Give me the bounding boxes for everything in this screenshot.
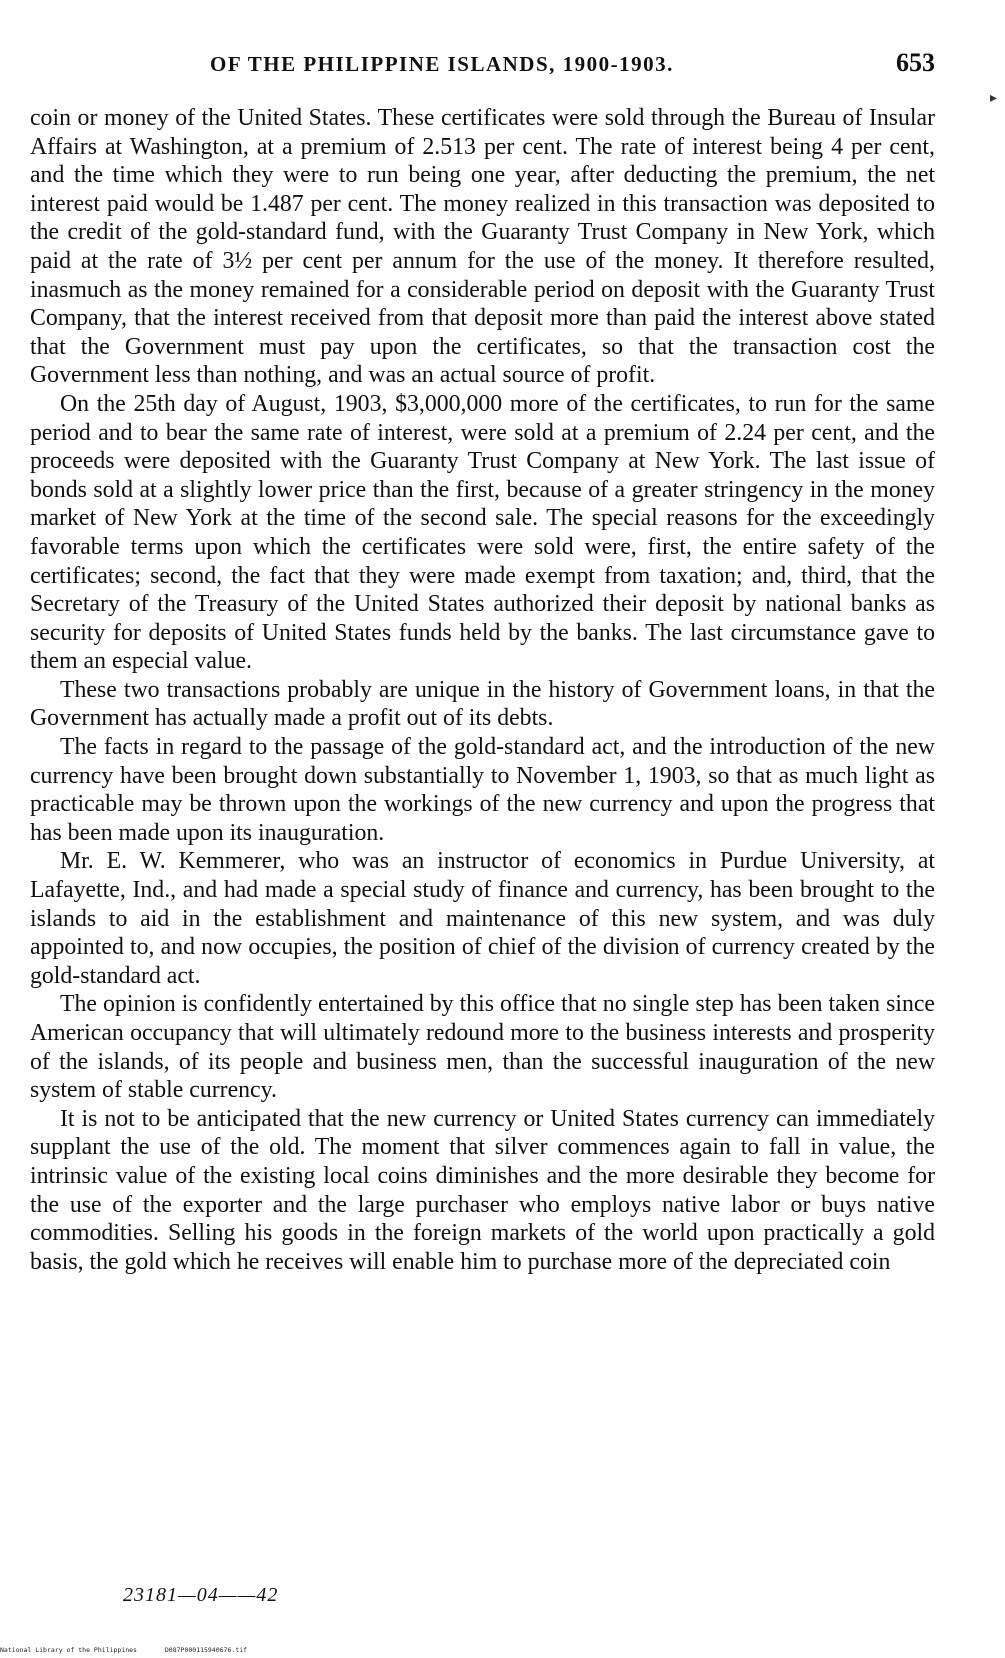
paragraph: The facts in regard to the passage of the gold-standard act, and the introduction of the new currency have been brought down substantially to November 1, 1903, so that as much light as practicable may be thrown upon the workings of the new currency and upon the progress that has been made upon its inauguration. [30,734,935,846]
paragraph: The opinion is confidently entertained by this office that no single step has been taken since American occupancy that will ultimately redound more to the business interests and prosperity of the islands, of its people and business men, than the successful inauguration of the new system of stable currency. [30,991,935,1104]
page-number: 653 [896,48,935,77]
page-header [30,48,935,78]
paragraph: coin or money of the United States. These certificates were sold through the Bureau of Insular Affairs at Washington, at a premium of 2.513 per cent. The rate of interest being 4 per cent, and the time which they were to run being one year, after deducting the premium, the net interest paid would be 1.487 per cent. The money realized in this transaction was deposited to the credit of the gold-standard fund, with the Guaranty Trust Company in New York, which paid at the rate of 3½ per cent per annum for the use of the money. It therefore resulted, inasmuch as the money remained for a considerable period on deposit with the Guaranty Trust Company, that the interest received from that deposit more than paid the interest above stated that the Government must pay upon the certificates, so that the transaction cost the Government less than nothing, and was an actual source of profit. [30,105,935,389]
signature-line: 23181—04——42 [123,1584,279,1606]
running-title: OF THE PHILIPPINE ISLANDS, 1900-1903. [210,52,674,76]
scan-footer [0,1646,271,1654]
margin-mark: ▸ [989,90,997,106]
footer-file-id: D087P000115940676.tif [164,1646,248,1654]
paragraph: On the 25th day of August, 1903, $3,000,000 more of the certificates, to run for the same period and to bear the same rate of interest, were sold at a premium of 2.24 per cent, and the proceeds were deposited with the Guaranty Trust Company at New York. The last issue of bonds sold at a slightly lower price than the first, because of a greater stringency in the money market of New York at the time of the second sale. The special reasons for the exceedingly favorable terms upon which the certificates were sold were, first, the entire safety of the certificates; second, the fact that they were made exempt from taxation; and, third, that the Secretary of the Treasury of the United States authorized their deposit by national banks as security for deposits of United States funds held by the banks. The last circumstance gave to them an especial value. [30,390,935,675]
paragraph: It is not to be anticipated that the new currency or United States currency can immediately supplant the use of the old. The moment that silver commences again to fall in value, the intrinsic value of the existing local coins diminishes and the more desirable they become for the use of the exporter and the large purchaser who employs native labor or buys native commodities. Selling his goods in the foreign markets of the world upon practically a gold basis, the gold which he receives will enable him to purchase more of the depreciated coin [30,1105,935,1275]
paragraph: These two transactions probably are unique in the history of Government loans, in that the Government has actually made a profit out of its debts. [30,676,935,732]
body-text [30,104,935,1276]
paragraph: Mr. E. W. Kemmerer, who was an instructor of economics in Purdue University, at Lafayette, Ind., and had made a special study of finance and currency, has been brought to the islands to aid in the establishment and maintenance of this new system, and was duly appointed to, and now occupies, the position of chief of the division of currency created by the gold-standard act. [30,848,935,989]
footer-library: National Library of the Philippines [0,1646,137,1654]
